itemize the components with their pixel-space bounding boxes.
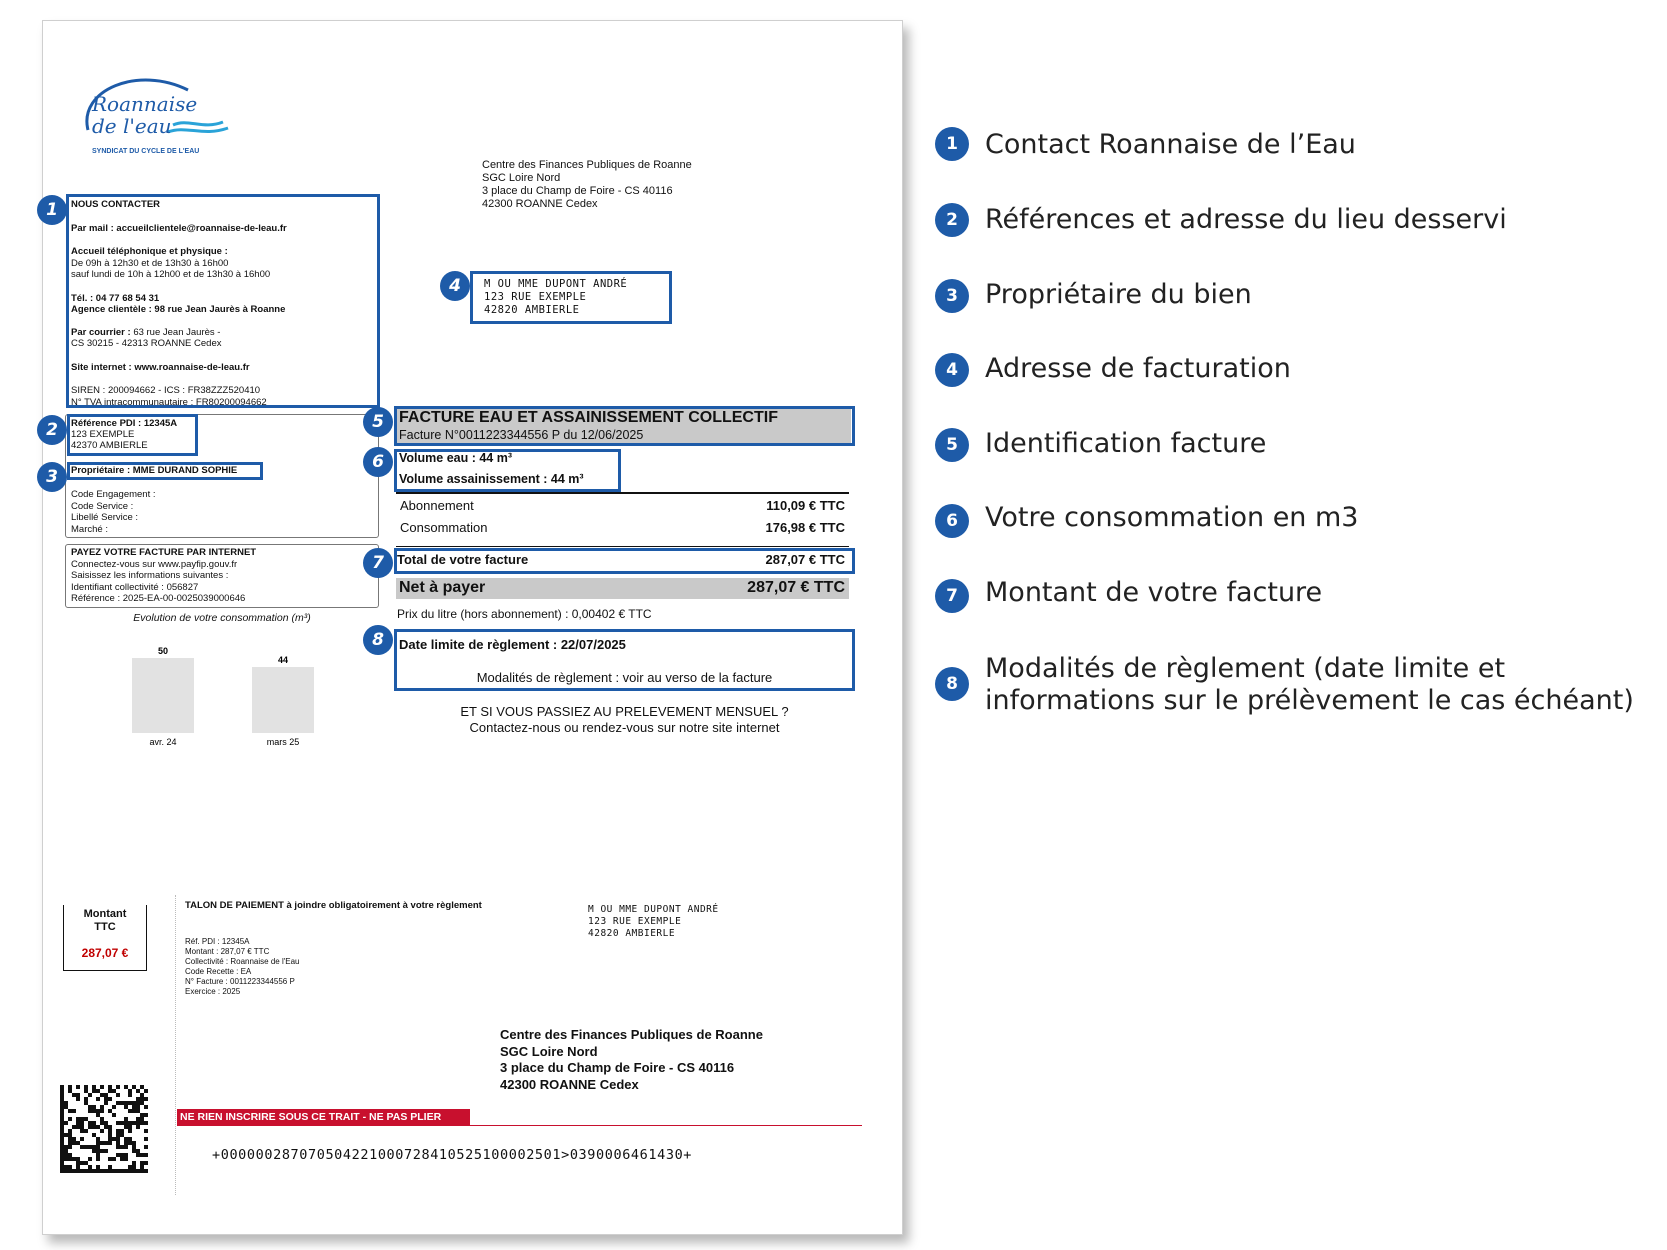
badge-2: 2 — [37, 415, 67, 445]
volume-assainissement: Volume assainissement : 44 m³ — [399, 472, 584, 486]
consumption-bar-1 — [252, 667, 314, 733]
slip-divider — [175, 895, 176, 1195]
contact-site-link[interactable]: Site internet : www.roannaise-de-leau.fr — [71, 361, 250, 373]
legend-badge-6: 6 — [935, 504, 969, 538]
legend-text-5: Identification facture — [985, 428, 1267, 459]
promo-line-2: Contactez-nous ou rendez-vous sur notre site internet — [469, 720, 780, 735]
price-per-litre: Prix du litre (hors abonnement) : 0,00402 € TTC — [397, 607, 652, 621]
badge-1: 1 — [37, 195, 67, 225]
legend-text-2: Références et adresse du lieu desservi — [985, 204, 1507, 235]
contact-block: NOUS CONTACTER Par mail : accueilclientele@roannaise-de-leau.fr Accueil téléphonique et physique : De 09h à 12h30 et de 13h30 à 16h00 sauf lundi de 10h à 12h00 et de 13h30 à 16h00 Tél. : 04 77 68 54 31 Agence clientèle : 98 rue Jean Jaurès à Roanne Par courrier : 63 rue Jean Jaurès - CS 30215 - 42313 ROANNE Cedex Site internet : www.roannaise-de-leau.fr SIREN : 200094662 - ICS : FR38ZZZ520410 N° TVA intracommunautaire : FR80200094662 — [71, 199, 371, 408]
montant-value: 287,07 € — [81, 946, 129, 960]
warning-band: NE RIEN INSCRIRE SOUS CE TRAIT - NE PAS PLIER — [177, 1109, 470, 1125]
legend-text-7: Montant de votre facture — [985, 577, 1323, 608]
volume-eau: Volume eau : 44 m³ — [399, 451, 512, 465]
legend-badge-4: 4 — [935, 353, 969, 387]
payfip-link[interactable]: Connectez-vous sur www.payfip.gouv.fr — [71, 558, 238, 570]
chart-title: Evolution de votre consommation (m³) — [133, 612, 311, 624]
legend-text-1: Contact Roannaise de l’Eau — [985, 129, 1356, 160]
badge-5: 5 — [363, 407, 393, 437]
badge-3: 3 — [37, 462, 67, 492]
logo-line2: de l'eau — [92, 114, 172, 138]
due-date: Date limite de règlement : 22/07/2025 — [399, 637, 626, 652]
warning-line — [177, 1125, 862, 1126]
legend-badge-5: 5 — [935, 428, 969, 462]
pdi-block: Référence PDI : 12345A 123 EXEMPLE 42370 AMBIERLE — [71, 418, 178, 451]
line-consommation-amount: 176,98 € TTC — [765, 520, 845, 535]
legend-badge-3: 3 — [935, 279, 969, 313]
slip-address: M OU MME DUPONT ANDRÉ 123 RUE EXEMPLE 42820 AMBIERLE — [588, 904, 719, 939]
total-amount: 287,07 € TTC — [765, 552, 845, 567]
total-label: Total de votre facture — [397, 552, 529, 567]
line-abonnement-amount: 110,09 € TTC — [766, 498, 845, 513]
badge-4: 4 — [440, 271, 470, 301]
datamatrix-code-icon — [60, 1085, 148, 1173]
consumption-category-label-1: mars 25 — [266, 737, 300, 747]
billing-address: M OU MME DUPONT ANDRÉ 123 RUE EXEMPLE 42820 AMBIERLE — [484, 278, 628, 316]
net-amount: 287,07 € TTC — [747, 579, 845, 596]
sender-address: Centre des Finances Publiques de Roanne SGC Loire Nord 3 place du Champ de Foire - CS 40116 42300 ROANNE Cedex — [482, 159, 692, 210]
consumption-chart — [110, 640, 340, 755]
payfip-block: PAYEZ VOTRE FACTURE PAR INTERNET Connectez-vous sur www.payfip.gouv.fr Saisissez les informations suivantes : Identifiant collectivité : 056827 Référence : 2025-EA-00-0025039000646 — [71, 547, 257, 604]
ocr-code-line: +000000287070504221000728410525100002501>0390006461430+ — [212, 1147, 693, 1163]
roannaise-logo — [78, 70, 238, 160]
payment-mode: Modalités de règlement : voir au verso de la facture — [476, 670, 773, 685]
logo-tagline: SYNDICAT DU CYCLE DE L'EAU — [92, 148, 200, 155]
invoice-title: FACTURE EAU ET ASSAINISSEMENT COLLECTIF — [399, 409, 778, 426]
slip-title: TALON DE PAIEMENT à joindre obligatoirement à votre règlement — [185, 900, 482, 911]
promo-line-1: ET SI VOUS PASSIEZ AU PRELEVEMENT MENSUEL ? — [460, 704, 789, 719]
badge-7: 7 — [363, 548, 393, 578]
net-label: Net à payer — [399, 579, 486, 596]
badge-6: 6 — [363, 447, 393, 477]
legend-badge-7: 7 — [935, 579, 969, 613]
montant-label: Montant TTC — [83, 908, 127, 933]
consumption-category-label-0: avr. 24 — [149, 737, 177, 747]
contact-email-link[interactable]: accueilclientele@roannaise-de-leau.fr — [116, 222, 287, 234]
legend-badge-2: 2 — [935, 203, 969, 237]
owner-fields: Code Engagement : Code Service : Libellé Service : Marché : — [71, 489, 156, 535]
consumption-value-label-1: 44 — [277, 655, 289, 665]
legend-text-4: Adresse de facturation — [985, 353, 1291, 384]
legend-text-3: Propriétaire du bien — [985, 279, 1252, 310]
line-abonnement-label: Abonnement — [400, 498, 474, 513]
consumption-bar-0 — [132, 658, 194, 733]
legend-badge-1: 1 — [935, 127, 969, 161]
invoice-number: Facture N°0011223344556 P du 12/06/2025 — [399, 428, 644, 442]
logo-line1: Roannaise — [92, 92, 198, 116]
badge-8: 8 — [363, 625, 393, 655]
slip-details: Réf. PDI : 12345A Montant : 287,07 € TTC Collectivité : Roannaise de l'Eau Code Recette : EA N° Facture : 0011223344556 P Exercice : 2025 — [185, 937, 300, 996]
consumption-value-label-0: 50 — [157, 646, 169, 656]
legend-text-6: Votre consommation en m3 — [985, 502, 1359, 533]
legend-badge-8: 8 — [935, 667, 969, 701]
owner-label: Propriétaire : MME DURAND SOPHIE — [71, 465, 238, 476]
legend-text-8: Modalités de règlement (date limite et informations sur le prélèvement le cas échéant) — [985, 653, 1634, 716]
line-consommation-label: Consommation — [400, 520, 488, 535]
slip-recipient: Centre des Finances Publiques de Roanne SGC Loire Nord 3 place du Champ de Foire - CS 40116 42300 ROANNE Cedex — [500, 1027, 763, 1092]
